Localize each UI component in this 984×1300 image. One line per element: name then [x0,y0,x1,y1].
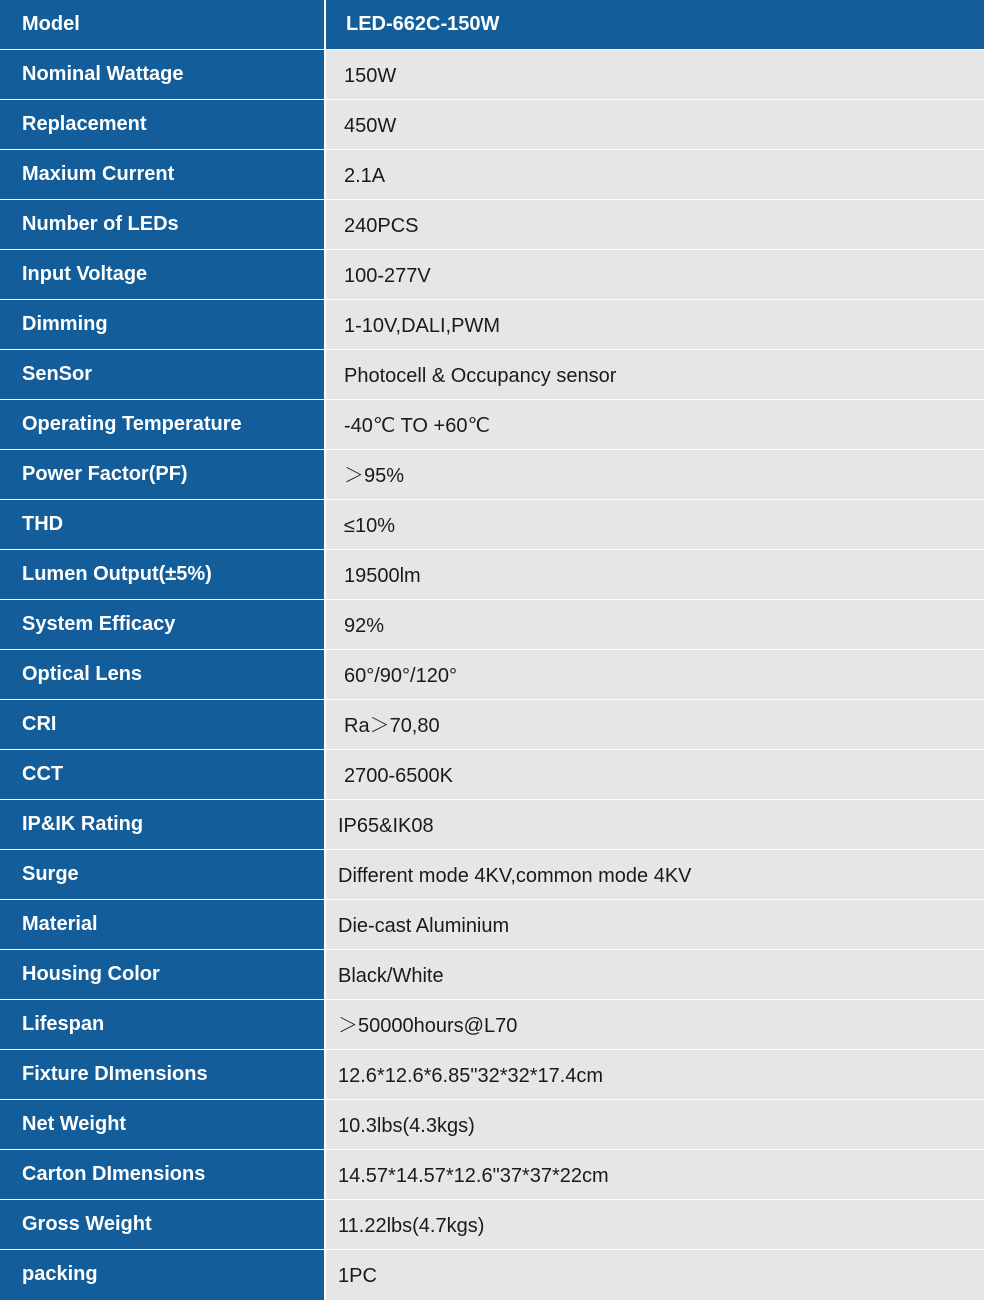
spec-row-thd [0,500,984,550]
spec-value: 11.22lbs(4.7kgs) [326,1200,984,1249]
spec-label: Number of LEDs [0,200,326,249]
spec-value: IP65&IK08 [326,800,984,849]
spec-value: 240PCS [326,200,984,249]
spec-label: Material [0,900,326,949]
spec-label: Power Factor(PF) [0,450,326,499]
spec-label: Lumen Output(±5%) [0,550,326,599]
spec-row-input-voltage [0,250,984,300]
spec-value: 450W [326,100,984,149]
spec-value: 92% [326,600,984,649]
spec-value: -40℃ TO +60℃ [326,400,984,449]
spec-value: Black/White [326,950,984,999]
spec-label: Operating Temperature [0,400,326,449]
spec-value: 1-10V,DALI,PWM [326,300,984,349]
spec-label: Nominal Wattage [0,50,326,99]
spec-row-dimming [0,300,984,350]
spec-label: SenSor [0,350,326,399]
spec-value: 19500lm [326,550,984,599]
spec-row-fixture-dimensions [0,1050,984,1100]
spec-value: 10.3lbs(4.3kgs) [326,1100,984,1149]
spec-value: Die-cast Aluminium [326,900,984,949]
spec-row-net-weight [0,1100,984,1150]
spec-row-power-factor [0,450,984,500]
spec-label: Net Weight [0,1100,326,1149]
spec-row-cct [0,750,984,800]
spec-value: ＞50000hours@L70 [326,1000,984,1049]
spec-label: Carton DImensions [0,1150,326,1199]
spec-row-gross-weight [0,1200,984,1250]
spec-value: Ra＞70,80 [326,700,984,749]
spec-value: ≤10% [326,500,984,549]
spec-row-surge [0,850,984,900]
spec-label: Optical Lens [0,650,326,699]
spec-value: 2.1A [326,150,984,199]
spec-value: 150W [326,50,984,99]
spec-label: Lifespan [0,1000,326,1049]
spec-label: Maxium Current [0,150,326,199]
spec-value: 100-277V [326,250,984,299]
spec-label: Surge [0,850,326,899]
spec-label: Housing Color [0,950,326,999]
spec-value: 2700-6500K [326,750,984,799]
spec-value: 14.57*14.57*12.6"37*37*22cm [326,1150,984,1199]
spec-row-lifespan [0,1000,984,1050]
spec-value: Different mode 4KV,common mode 4KV [326,850,984,899]
spec-row-cri [0,700,984,750]
spec-label: Dimming [0,300,326,349]
spec-label: Input Voltage [0,250,326,299]
spec-row-lumen-output [0,550,984,600]
spec-row-sensor [0,350,984,400]
spec-label: Fixture DImensions [0,1050,326,1099]
spec-label: System Efficacy [0,600,326,649]
spec-row-nominal-wattage [0,50,984,100]
spec-row-replacement [0,100,984,150]
spec-row-model [0,0,984,50]
spec-row-housing-color [0,950,984,1000]
spec-row-maximum-current [0,150,984,200]
spec-row-packing [0,1250,984,1300]
spec-label: CCT [0,750,326,799]
spec-value: LED-662C-150W [326,0,984,49]
spec-row-carton-dimensions [0,1150,984,1200]
spec-value: 12.6*12.6*6.85"32*32*17.4cm [326,1050,984,1099]
spec-value: 1PC [326,1250,984,1300]
spec-value: ＞95% [326,450,984,499]
spec-row-ip-ik-rating [0,800,984,850]
spec-row-material [0,900,984,950]
spec-label: Model [0,0,326,49]
spec-value: 60°/90°/120° [326,650,984,699]
spec-row-operating-temperature [0,400,984,450]
spec-row-system-efficacy [0,600,984,650]
spec-label: IP&IK Rating [0,800,326,849]
spec-row-optical-lens [0,650,984,700]
spec-label: CRI [0,700,326,749]
spec-label: packing [0,1250,326,1300]
spec-label: Replacement [0,100,326,149]
spec-row-number-of-leds [0,200,984,250]
spec-label: THD [0,500,326,549]
spec-value: Photocell & Occupancy sensor [326,350,984,399]
spec-label: Gross Weight [0,1200,326,1249]
